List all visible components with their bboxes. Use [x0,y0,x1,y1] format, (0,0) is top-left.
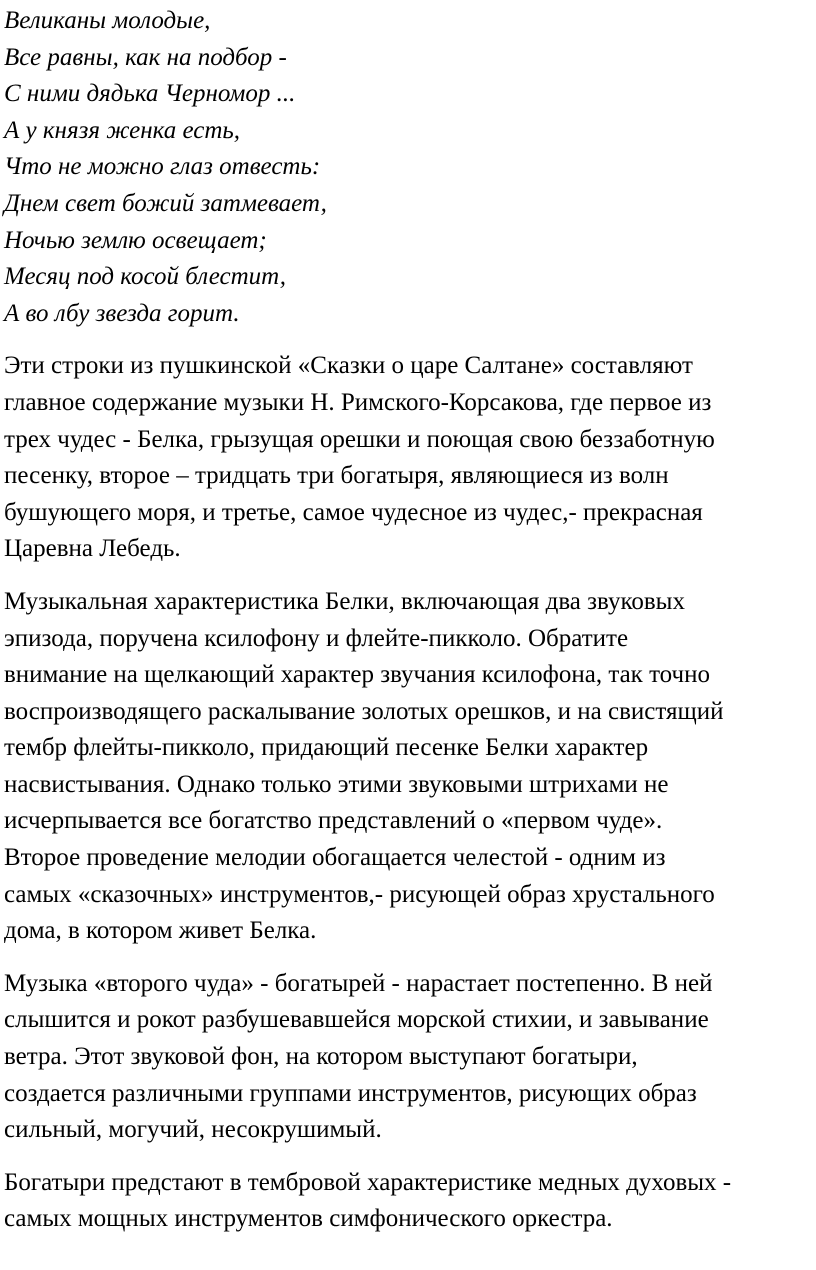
paragraph-line: самых мощных инструментов симфонического оркестра. [4,1205,613,1233]
paragraph-line: бушующего моря, и третье, самое чудесное из чудес,- прекрасная [4,498,703,526]
paragraph-line: насвистывания. Однако только этими звуковыми штрихами не [4,770,669,798]
paragraph-line: песенку, второе – тридцать три богатыря, являющиеся из волн [4,462,669,490]
poem-excerpt [4,0,810,332]
paragraph-line: создается различными группами инструментов, рисующих образ [4,1079,697,1107]
paragraph-intro [4,348,810,568]
paragraph-line: ветра. Этот звуковой фон, на котором выступают богатыри, [4,1043,638,1071]
paragraph-bogatyrs [4,966,810,1149]
paragraph-brass [4,1165,810,1238]
poem-line: Все равны, как на подбор - [4,43,287,71]
paragraph-line: эпизода, поручена ксилофону и флейте-пикколо. Обратите [4,624,629,652]
poem-line: Великаны молодые, [4,7,211,34]
paragraph-line: Второе проведение мелодии обогащается челестой - одним из [4,844,666,872]
paragraph-line: самых «сказочных» инструментов,- рисующей образ хрустального [4,880,715,908]
poem-line: Что не можно глаз отвесть: [4,153,321,181]
poem-line: С ними дядька Черномор ... [4,80,296,108]
poem-line: Месяц под косой блестит, [4,263,287,291]
poem-line: А во лбу звезда горит. [4,299,240,327]
poem-line: Ночью землю освещает; [4,226,267,254]
paragraph-line: внимание на щелкающий характер звучания ксилофона, так точно [4,661,710,689]
paragraph-line: слышится и рокот разбушевавшейся морской стихии, и завывание [4,1006,709,1034]
paragraph-line: Музыка «второго чуда» - богатырей - нарастает постепенно. В ней [4,969,713,997]
paragraph-line: Эти строки из пушкинской «Сказки о царе Салтане» составляют [4,352,693,380]
paragraph-line: исчерпывается все богатство представлений о «первом чуде». [4,807,663,835]
paragraph-line: Музыкальная характеристика Белки, включающая два звуковых [4,587,685,615]
paragraph-line: главное содержание музыки Н. Римского-Корсакова, где первое из [4,388,712,416]
paragraph-line: тембр флейты-пикколо, придающий песенке Белки характер [4,734,649,762]
paragraph-line: воспроизводящего раскалывание золотых орешков, и на свистящий [4,697,724,725]
poem-line: А у князя женка есть, [4,116,240,144]
paragraph-line: Богатыри предстают в тембровой характеристике медных духовых - [4,1168,732,1196]
paragraph-line: дома, в котором живет Белка. [4,917,317,945]
paragraph-line: трех чудес - Белка, грызущая орешки и поющая свою беззаботную [4,425,715,453]
paragraph-line: сильный, могучий, несокрушимый. [4,1116,382,1144]
paragraph-line: Царевна Лебедь. [4,535,181,563]
poem-line: Днем свет божий затмевает, [4,189,327,217]
paragraph-squirrel [4,584,810,950]
